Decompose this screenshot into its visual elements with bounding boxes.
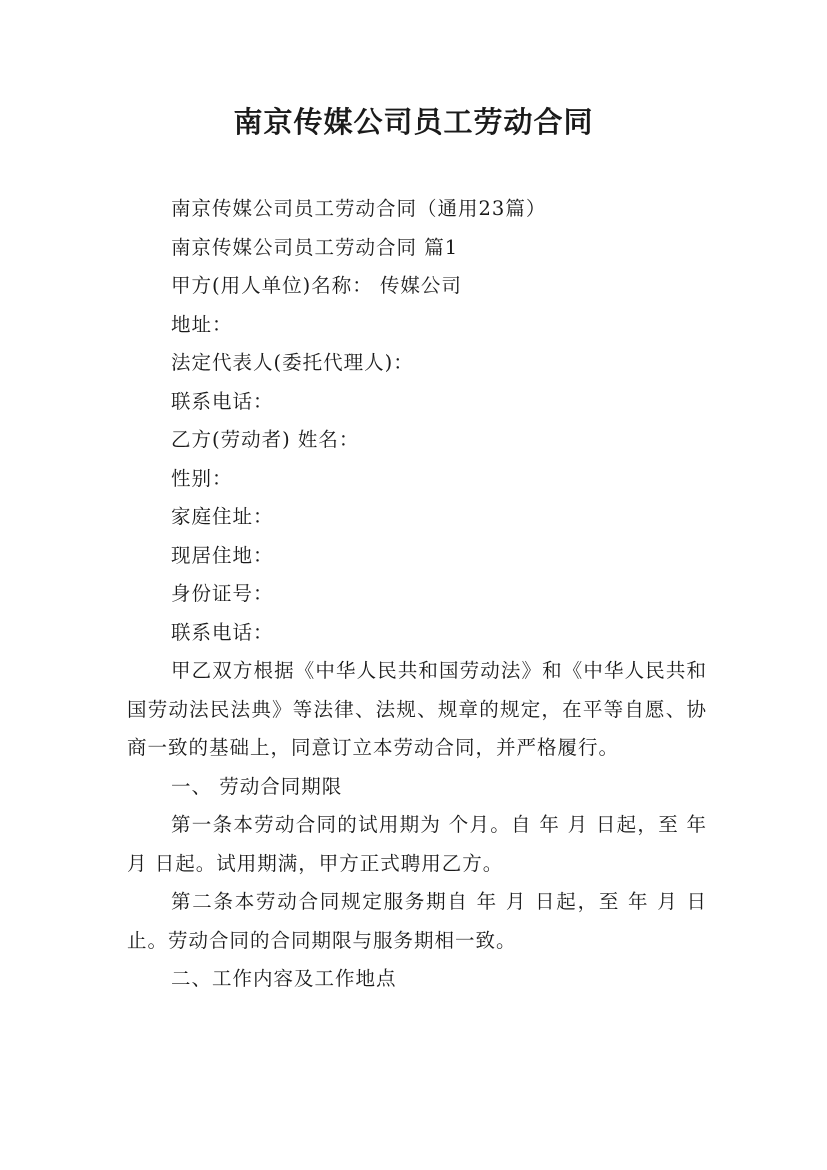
subtitle-paragraph: 南京传媒公司员工劳动合同（通用23篇） xyxy=(171,197,547,220)
document-body xyxy=(127,190,707,999)
article-2-paragraph: 第二条本劳动合同规定服务期自 年 月 日起，至 年 月 日止。劳动合同的合同期限与服务期相一致。 xyxy=(127,890,707,952)
party-b-current-address: 现居住地： xyxy=(171,543,274,567)
party-b-phone: 联系电话： xyxy=(171,620,274,644)
party-b-home-address: 家庭住址： xyxy=(171,505,274,528)
section-heading-1: 南京传媒公司员工劳动合同 篇1 xyxy=(171,235,459,259)
party-a-name: 甲方(用人单位)名称： 传媒公司 xyxy=(171,274,462,297)
section-heading-term: 一、 劳动合同期限 xyxy=(171,774,343,798)
party-b-name: 乙方(劳动者) 姓名： xyxy=(171,428,360,451)
party-b-gender: 性别： xyxy=(171,466,233,490)
article-1-paragraph: 第一条本劳动合同的试用期为 个月。自 年 月 日起，至 年 月 日起。试用期满，甲方正式聘用乙方。 xyxy=(127,813,707,875)
party-a-address: 地址： xyxy=(171,312,233,336)
party-b-id-number: 身份证号： xyxy=(171,582,274,605)
party-a-phone: 联系电话： xyxy=(171,389,274,413)
party-a-representative: 法定代表人(委托代理人)： xyxy=(171,351,414,374)
document-title: 南京传媒公司员工劳动合同 xyxy=(233,105,594,139)
preamble-paragraph: 甲乙双方根据《中华人民共和国劳动法》和《中华人民共和国劳动法民法典》等法律、法规、规章的规定，在平等自愿、协商一致的基础上，同意订立本劳动合同，并严格履行。 xyxy=(127,659,707,759)
section-heading-work: 二、工作内容及工作地点 xyxy=(171,967,397,990)
